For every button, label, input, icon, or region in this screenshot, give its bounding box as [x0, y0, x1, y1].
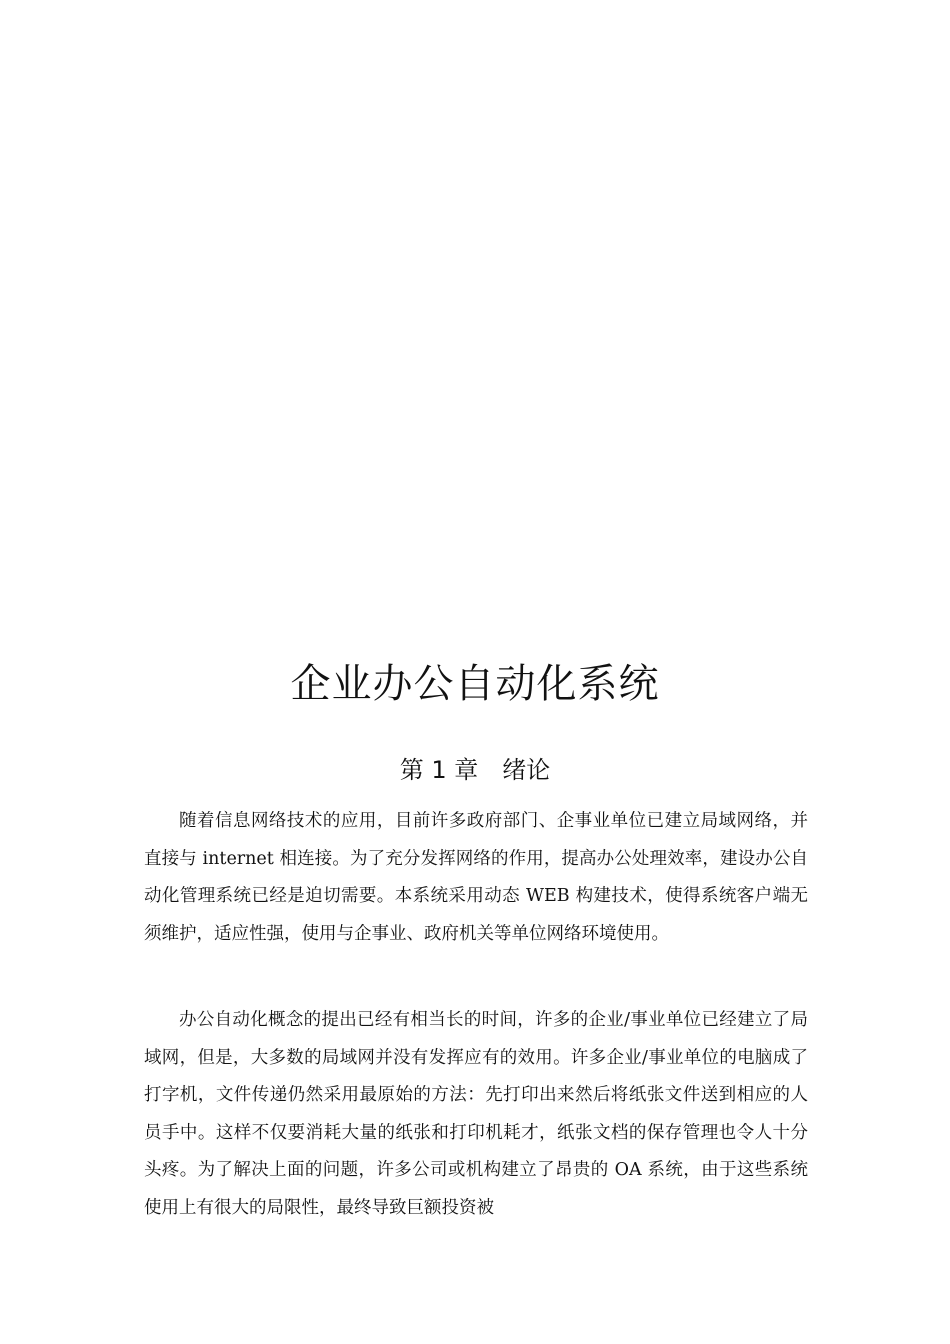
document-title: 企业办公自动化系统 — [290, 661, 660, 707]
body-paragraph-2: 办公自动化概念的提出已经有相当长的时间，许多的企业/事业单位已经建立了局域网，但是，大多数的局域网并没有发挥应有的效用。许多企业/事业单位的电脑成了打字机，文件传递仍然采用最原始的方法：先打印出来然后将纸张文件送到相应的人员手中。这样不仅要消耗大量的纸张和打印机耗才，纸张文档的保存管理也令人十分头疼。为了解决上面的问题，许多公司或机构建立了昂贵的 OA 系统，由于这些系统使用上有很大的局限性，最终导致巨额投资被 — [144, 1010, 808, 1218]
chapter-heading: 第 1 章 绪论 — [399, 756, 551, 784]
body-paragraph-1: 随着信息网络技术的应用，目前许多政府部门、企事业单位已建立局域网络，并直接与 internet 相连接。为了充分发挥网络的作用，提高办公处理效率，建设办公自动化管理系统已经是迫切需要。本系统采用动态 WEB 构建技术，使得系统客户端无须维护，适应性强，使用与企事业、政府机关等单位网络环境使用。 — [144, 811, 808, 944]
